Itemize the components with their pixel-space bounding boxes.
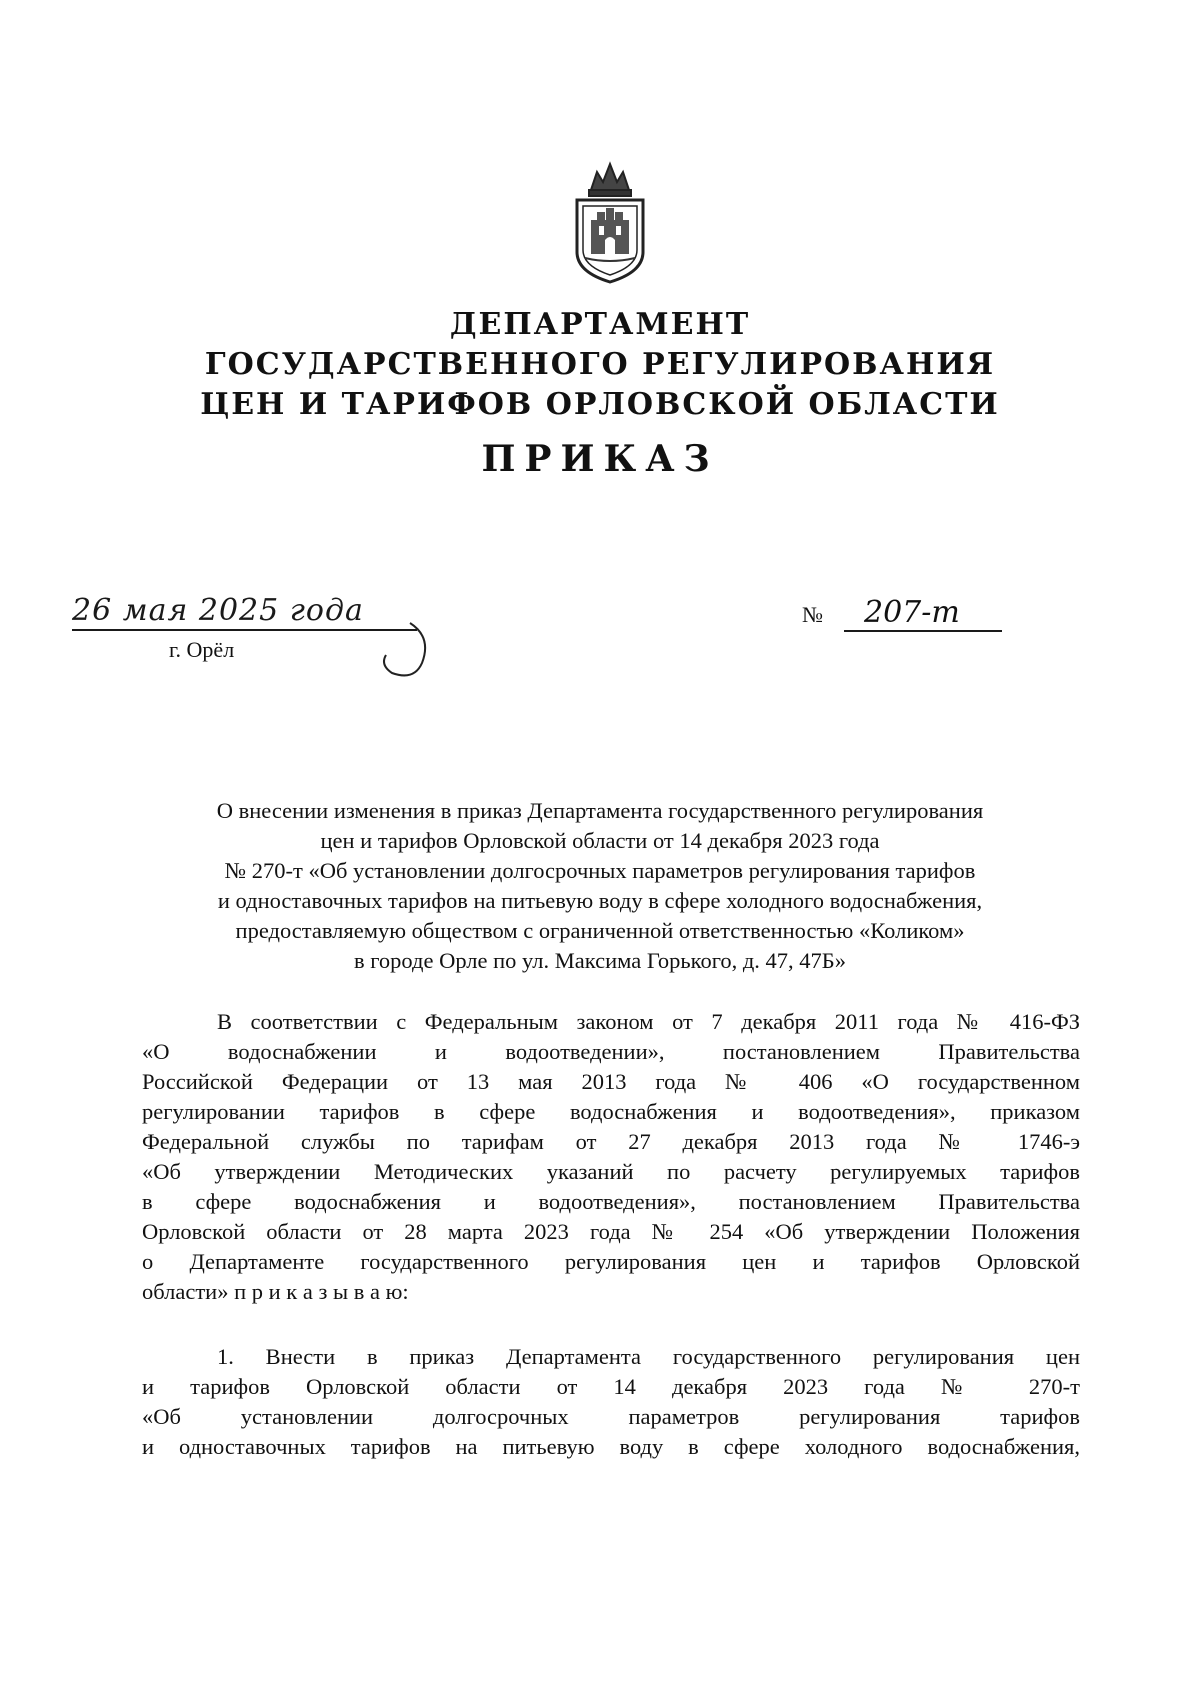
item-1-line: «Об установлении долгосрочных параметров регулирования тарифов bbox=[142, 1404, 1080, 1429]
coat-of-arms-emblem bbox=[567, 160, 653, 286]
header-line-1: ДЕПАРТАМЕНТ bbox=[449, 307, 751, 342]
date-block bbox=[70, 593, 450, 683]
item-1-line: и одноставочных тарифов на питьевую воду в сфере холодного водоснабжения, bbox=[142, 1434, 1080, 1459]
header-line-3: ЦЕН И ТАРИФОВ ОРЛОВСКОЙ ОБЛАСТИ bbox=[200, 387, 1000, 422]
city-label: г. Орёл bbox=[169, 637, 235, 662]
order-number-block bbox=[802, 596, 1012, 636]
preamble-line: Российской Федерации от 13 мая 2013 года № 406 «О государственном bbox=[142, 1069, 1080, 1094]
preamble-line: В соответствии с Федеральным законом от 7 декабря 2011 года № 416-ФЗ bbox=[217, 1009, 1080, 1034]
preamble-line: «О водоснабжении и водоотведении», постановлением Правительства bbox=[142, 1039, 1080, 1064]
item-1-paragraph bbox=[142, 1342, 1080, 1462]
preamble-line: регулировании тарифов в сфере водоснабжения и водоотведения», приказом bbox=[142, 1099, 1080, 1124]
preamble-paragraph bbox=[142, 1007, 1080, 1307]
preamble-line: «Об утверждении Методических указаний по расчету регулируемых тарифов bbox=[142, 1159, 1080, 1184]
handwritten-order-number: 207-т bbox=[844, 596, 1002, 632]
subject-line: цен и тарифов Орловской области от 14 декабря 2023 года bbox=[320, 828, 880, 853]
handwritten-date: 26 мая 2025 года bbox=[72, 593, 417, 631]
preamble-line: в сфере водоснабжения и водоотведения», постановлением Правительства bbox=[142, 1189, 1080, 1214]
subject-line: О внесении изменения в приказ Департамента государственного регулирования bbox=[216, 798, 984, 823]
signature-mark bbox=[370, 617, 450, 683]
department-header bbox=[0, 305, 1200, 425]
preamble-line: области» п р и к а з ы в а ю: bbox=[142, 1279, 409, 1304]
number-sign: № bbox=[802, 602, 823, 627]
preamble-line: Орловской области от 28 марта 2023 года № 254 «Об утверждении Положения bbox=[142, 1219, 1080, 1244]
order-subject bbox=[0, 796, 1200, 976]
item-1-line: 1. Внести в приказ Департамента государственного регулирования цен bbox=[217, 1344, 1080, 1369]
order-title: ПРИКАЗ bbox=[481, 438, 719, 480]
subject-line: предоставляемую обществом с ограниченной ответственностью «Коликом» bbox=[235, 918, 965, 943]
header-line-2: ГОСУДАРСТВЕННОГО РЕГУЛИРОВАНИЯ bbox=[204, 347, 996, 382]
subject-line: в городе Орле по ул. Максима Горького, д. 47, 47Б» bbox=[354, 948, 846, 973]
subject-line: № 270-т «Об установлении долгосрочных параметров регулирования тарифов bbox=[224, 858, 976, 883]
item-1-line: и тарифов Орловской области от 14 декабря 2023 года № 270-т bbox=[142, 1374, 1080, 1399]
preamble-line: Федеральной службы по тарифам от 27 декабря 2013 года № 1746-э bbox=[142, 1129, 1080, 1154]
preamble-line: о Департаменте государственного регулирования цен и тарифов Орловской bbox=[142, 1249, 1080, 1274]
subject-line: и одноставочных тарифов на питьевую воду в сфере холодного водоснабжения, bbox=[217, 888, 983, 913]
